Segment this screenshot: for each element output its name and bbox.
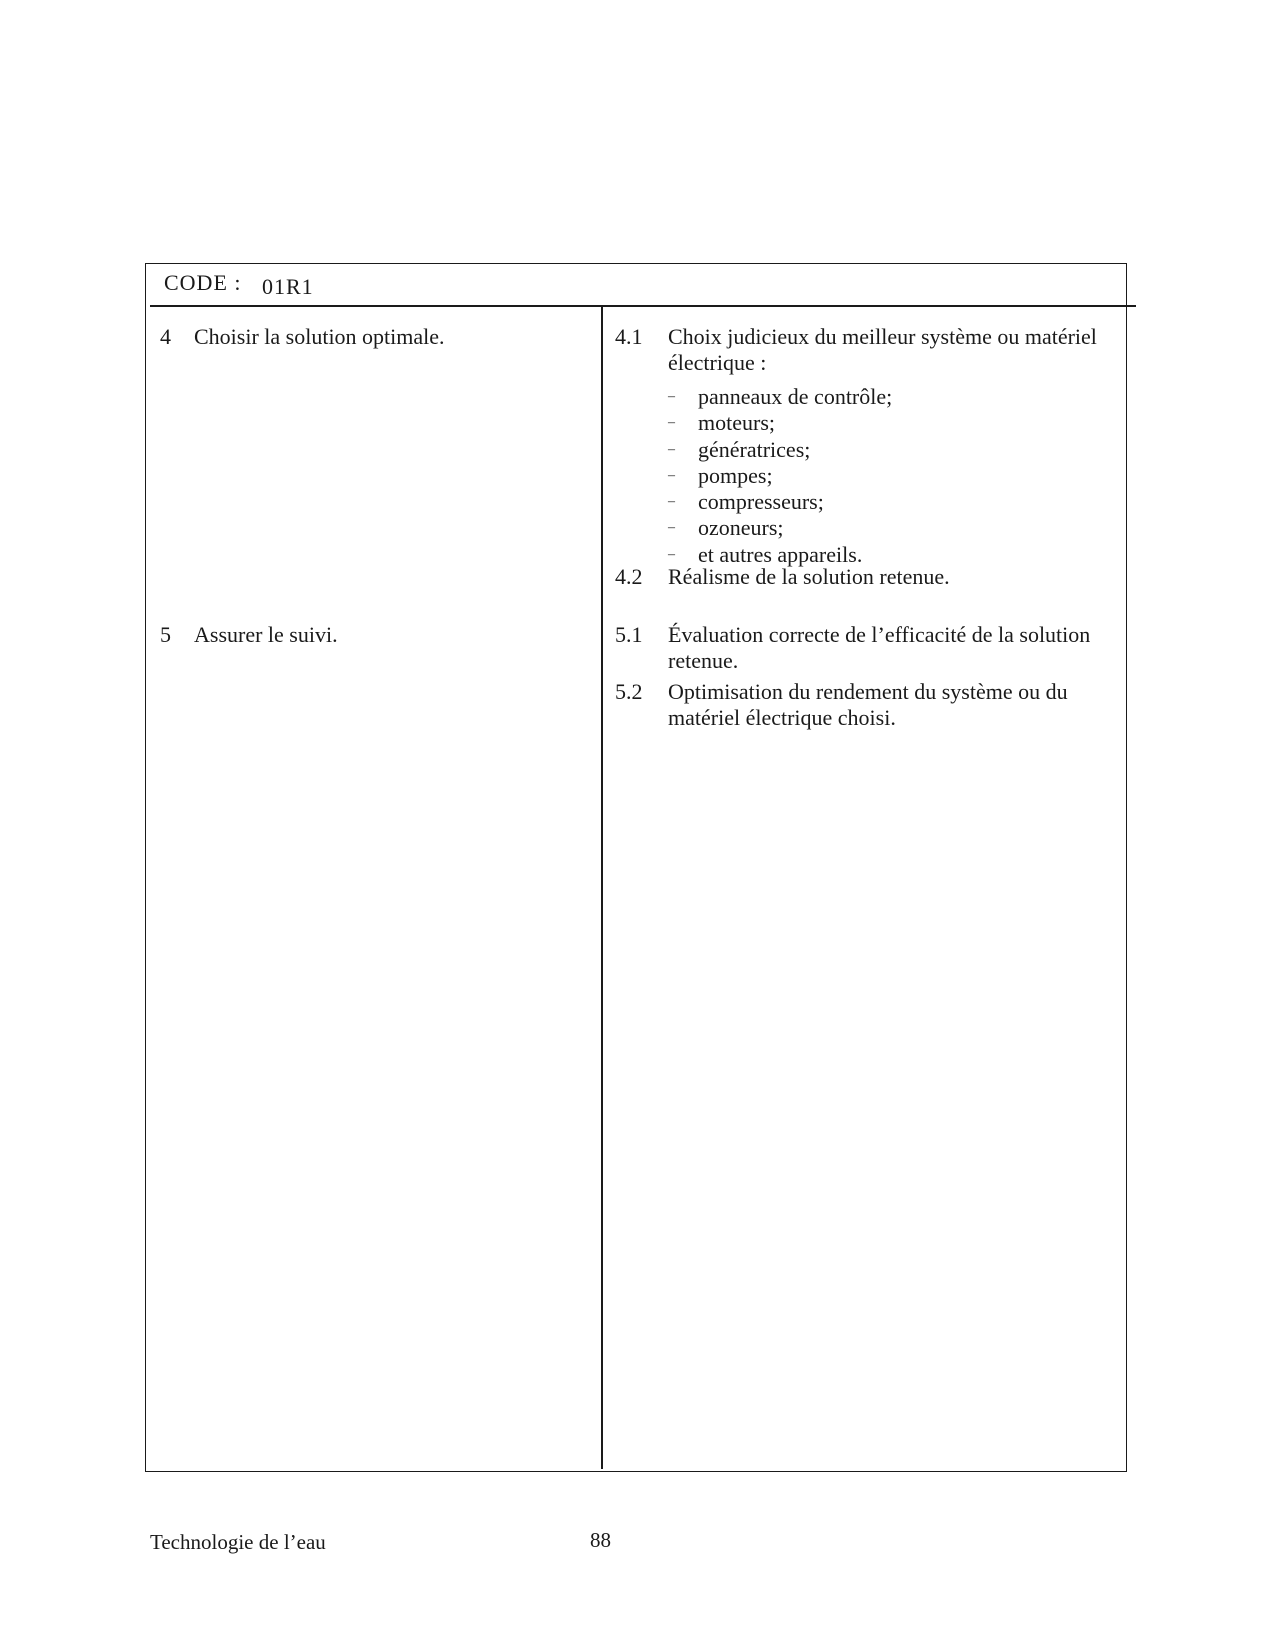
- criterion-number: 5.1: [615, 622, 643, 647]
- task-text: Assurer le suivi.: [194, 622, 338, 647]
- criterion-number: 5.2: [615, 679, 643, 704]
- criterion-number: 4.2: [615, 564, 643, 589]
- criterion-text: Réalisme de la solution retenue.: [668, 564, 950, 589]
- header-divider: [150, 305, 1136, 307]
- list-item: – ozoneurs;: [668, 515, 784, 541]
- code-value: 01R1: [262, 274, 314, 299]
- code-label: CODE :: [164, 270, 242, 295]
- task-text: Choisir la solution optimale.: [194, 324, 445, 349]
- list-item: – pompes;: [668, 462, 773, 488]
- competency-table: [145, 263, 1127, 1472]
- column-divider: [601, 306, 603, 1469]
- code-row: [146, 264, 1126, 306]
- list-item: – et autres appareils.: [668, 541, 863, 567]
- dash-marker: –: [668, 441, 675, 457]
- criterion-number: 4.1: [615, 324, 643, 349]
- dash-marker: –: [668, 520, 675, 536]
- list-item: – génératrices;: [668, 436, 811, 462]
- task-number: 5: [160, 622, 171, 647]
- dash-marker: –: [668, 467, 675, 483]
- dash-marker: –: [668, 415, 675, 431]
- criterion-text: Optimisation du rendement du système ou du matériel électrique choisi.: [668, 679, 1068, 730]
- equipment-list: [668, 384, 892, 568]
- list-item: – panneaux de contrôle;: [668, 384, 893, 409]
- task-number: 4: [160, 324, 171, 349]
- criterion-text: Évaluation correcte de l’efficacité de la solution retenue.: [668, 622, 1091, 673]
- list-item: – moteurs;: [668, 410, 775, 436]
- dash-marker: –: [668, 389, 675, 404]
- list-item: – compresseurs;: [668, 489, 824, 515]
- dash-marker: –: [668, 546, 675, 562]
- criterion-text: Choix judicieux du meilleur système ou matériel électrique :: [668, 324, 1097, 375]
- dash-marker: –: [668, 494, 675, 510]
- footer-title: Technologie de l’eau: [150, 1530, 326, 1554]
- page-number: 88: [590, 1528, 611, 1552]
